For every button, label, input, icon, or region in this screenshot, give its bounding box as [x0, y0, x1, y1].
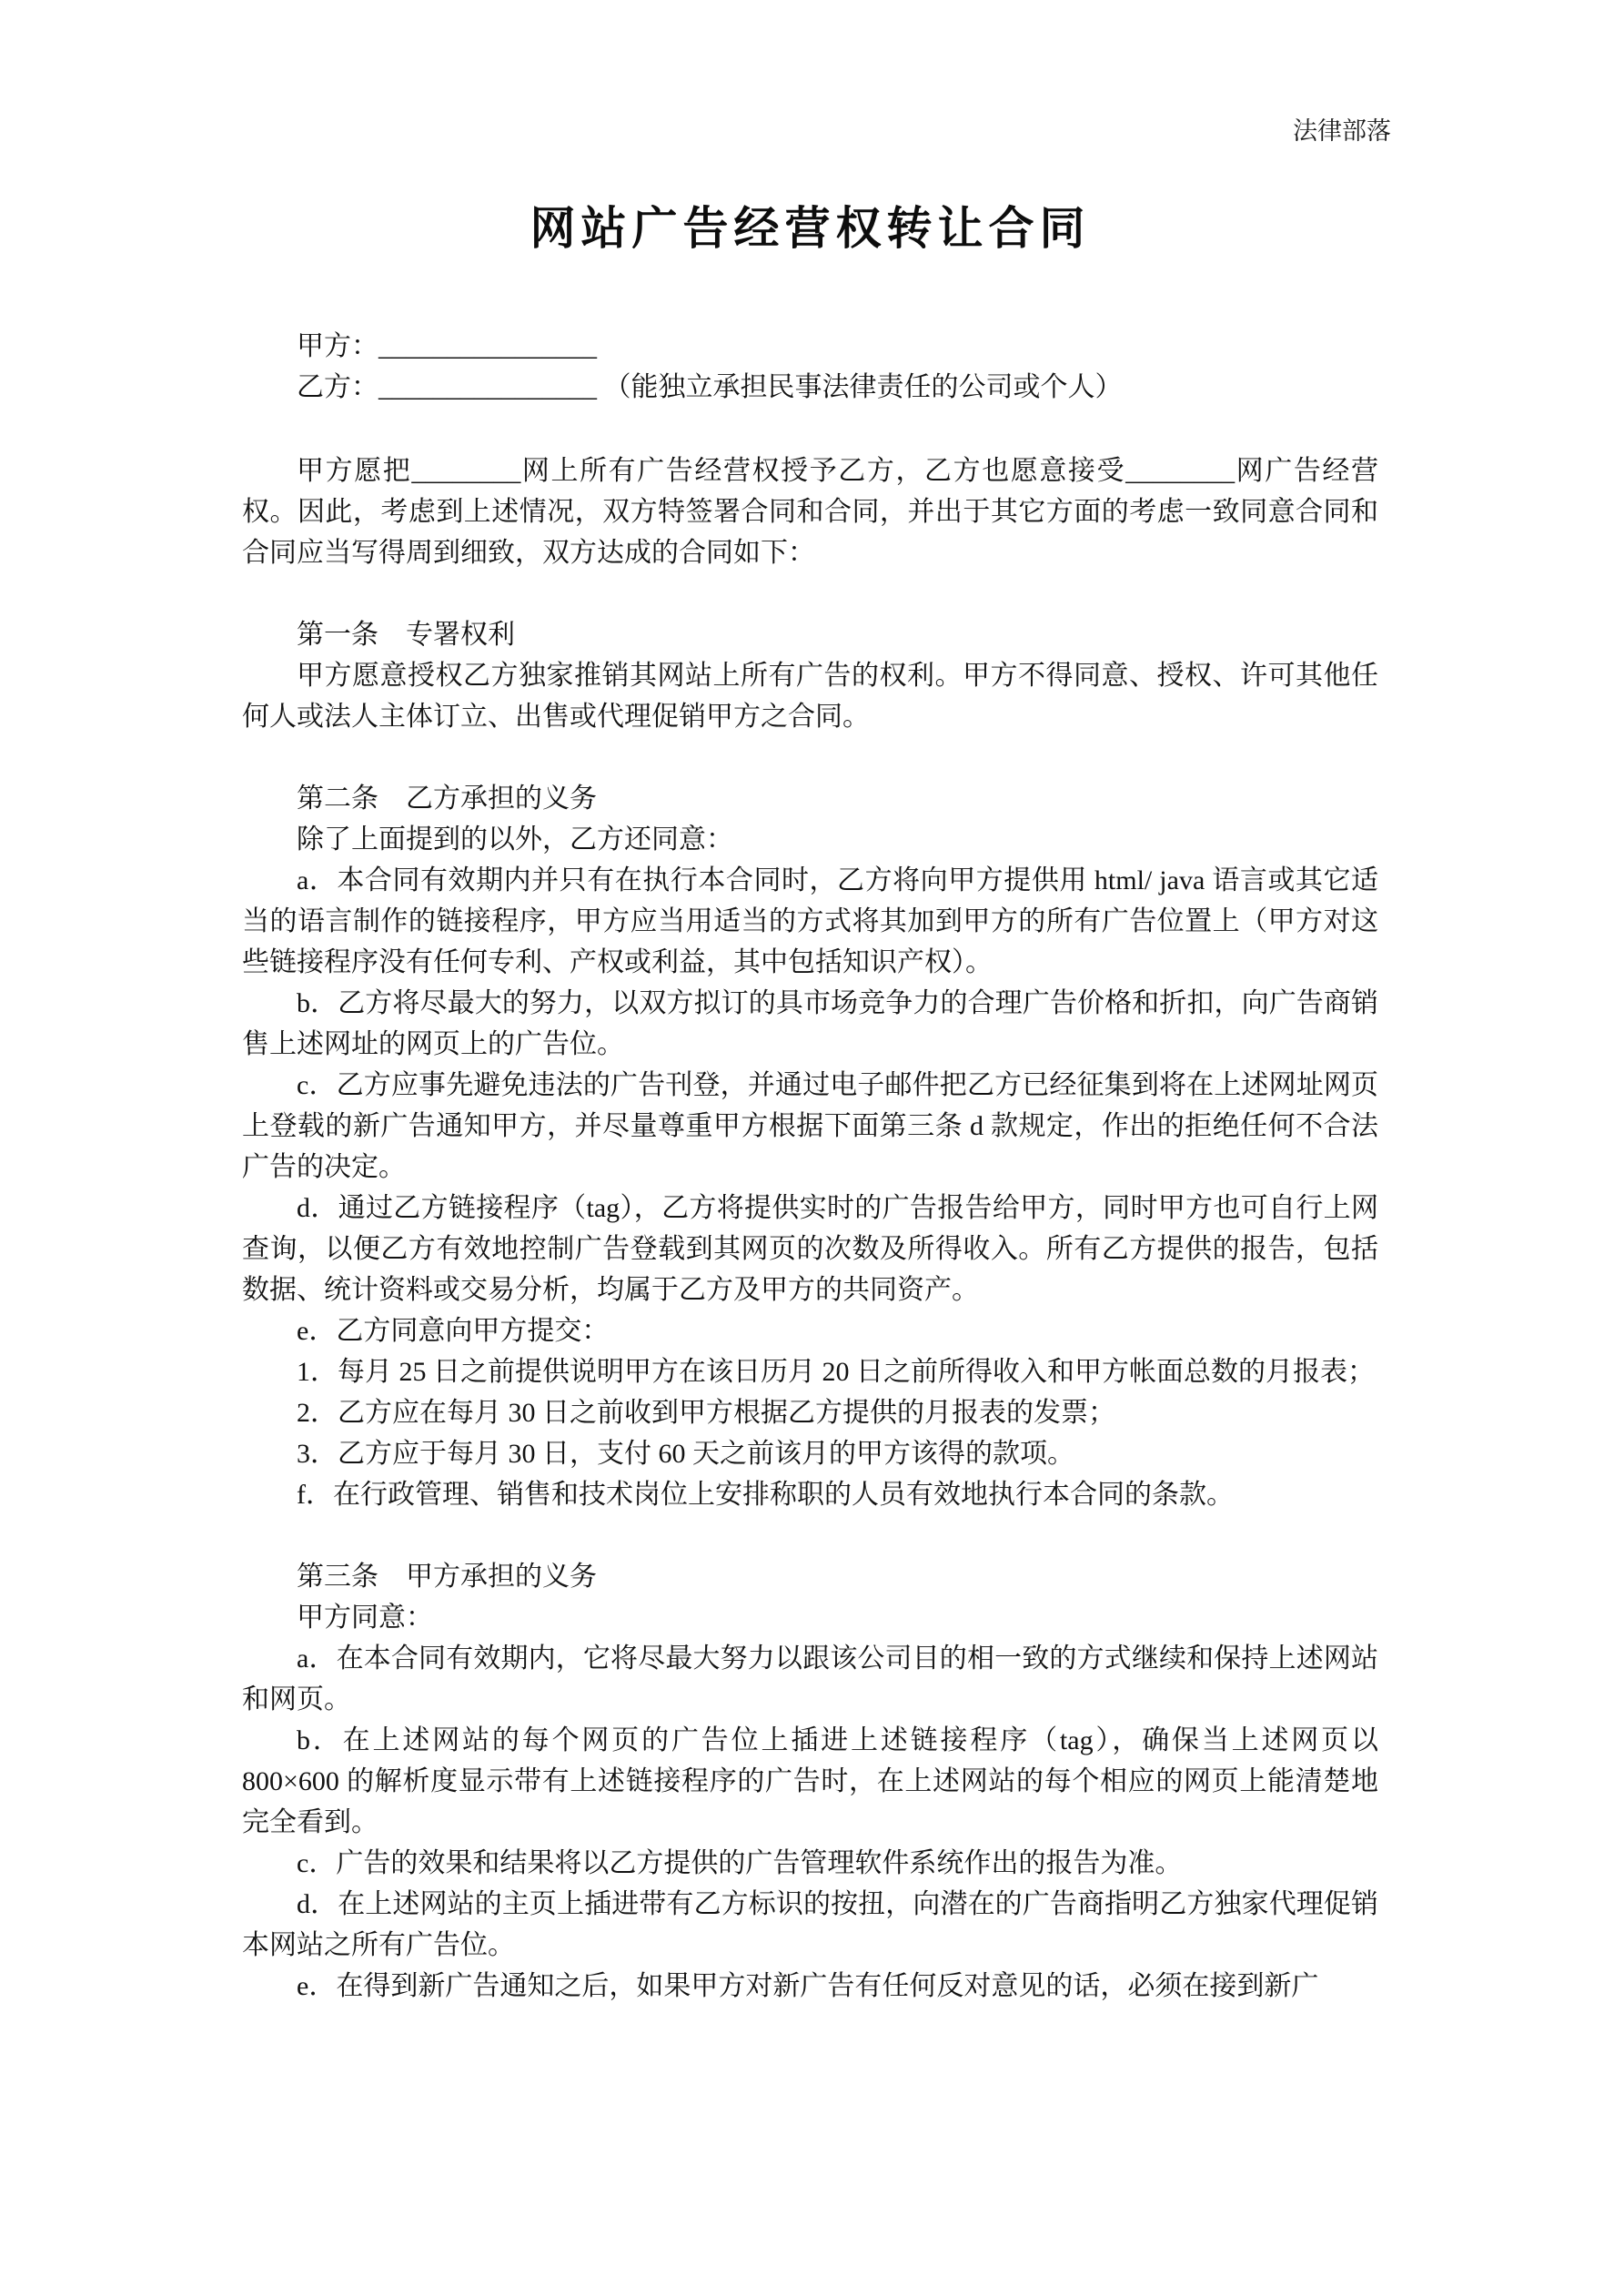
section-1-paragraph: 甲方愿意授权乙方独家推销其网站上所有广告的权利。甲方不得同意、授权、许可其他任何人或法人主体订立、出售或代理促销甲方之合同。 [242, 661, 1378, 732]
section-3-clause-e-truncated: e．在得到新广告通知之后，如果甲方对新广告有任何反对意见的话，必须在接到新广 [297, 1971, 1319, 2001]
section-3-clause-d: d．在上述网站的主页上插进带有乙方标识的按扭，向潜在的广告商指明乙方独家代理促销本网站之所有广告位。 [242, 1889, 1378, 1960]
section-2-clause-f: f．在行政管理、销售和技术岗位上安排称职的人员有效地执行本合同的条款。 [297, 1480, 1234, 1510]
section-2-clause-d: d．通过乙方链接程序（tag），乙方将提供实时的广告报告给甲方，同时甲方也可自行上网查询，以便乙方有效地控制广告登载到其网页的次数及所得收入。所有乙方提供的报告，包括数据、统计资料或交易分析，均属于乙方及甲方的共同资产。 [242, 1193, 1378, 1305]
party-b-line: 乙方：________________ （能独立承担民事法律责任的公司或个人） [297, 372, 1123, 402]
section-2-clause-e-item-3: 3．乙方应于每月 30 日，支付 60 天之前该月的甲方该得的款项。 [297, 1439, 1074, 1469]
section-2-heading: 第二条 乙方承担的义务 [297, 784, 597, 814]
section-3-clause-a: a．在本合同有效期内，它将尽最大努力以跟该公司目的相一致的方式继续和保持上述网站和网页。 [242, 1644, 1378, 1714]
party-a-line: 甲方：________________ [297, 331, 597, 361]
section-3-heading: 第三条 甲方承担的义务 [297, 1562, 597, 1592]
section-2-clause-c: c．乙方应事先避免违法的广告刊登，并通过电子邮件把乙方已经征集到将在上述网址网页上登载的新广告通知甲方，并尽量尊重甲方根据下面第三条 d 款规定，作出的拒绝任何不合法广告的决定。 [242, 1070, 1378, 1182]
intro-paragraph: 甲方愿把________网上所有广告经营权授予乙方，乙方也愿意接受________网广告经营权。因此，考虑到上述情况，双方特签署合同和合同，并出于其它方面的考虑一致同意合同和合同应当写得周到细致，双方达成的合同如下： [242, 456, 1378, 568]
section-3-intro: 甲方同意： [297, 1603, 433, 1633]
document-title: 网站广告经营权转让合同 [530, 203, 1091, 254]
section-2-clause-a: a．本合同有效期内并只有在执行本合同时，乙方将向甲方提供用 html/ java 语言或其它适当的语言制作的链接程序，甲方应当用适当的方式将其加到甲方的所有广告位置上（甲方对这些链接程序没有任何专利、产权或利益，其中包括知识产权）。 [242, 865, 1378, 977]
section-2-intro: 除了上面提到的以外，乙方还同意： [297, 824, 733, 855]
section-1-heading: 第一条 专署权利 [297, 620, 515, 650]
section-3-clause-b: b．在上述网站的每个网页的广告位上插进上述链接程序（tag），确保当上述网页以 800×600 的解析度显示带有上述链接程序的广告时，在上述网站的每个相应的网页上能清楚地完全看到。 [242, 1725, 1378, 1837]
section-2-clause-b: b．乙方将尽最大的努力，以双方拟订的具市场竞争力的合理广告价格和折扣，向广告商销售上述网址的网页上的广告位。 [242, 988, 1378, 1059]
section-2-clause-e: e．乙方同意向甲方提交： [297, 1316, 610, 1346]
section-2-clause-e-item-1: 1．每月 25 日之前提供说明甲方在该日历月 20 日之前所得收入和甲方帐面总数的月报表； [297, 1357, 1375, 1387]
site-watermark: 法律部落 [1293, 117, 1391, 145]
section-2-clause-e-item-2: 2．乙方应在每月 30 日之前收到甲方根据乙方提供的月报表的发票； [297, 1398, 1115, 1428]
contract-body [242, 450, 1378, 2007]
section-3-clause-c: c．广告的效果和结果将以乙方提供的广告管理软件系统作出的报告为准。 [297, 1848, 1183, 1878]
